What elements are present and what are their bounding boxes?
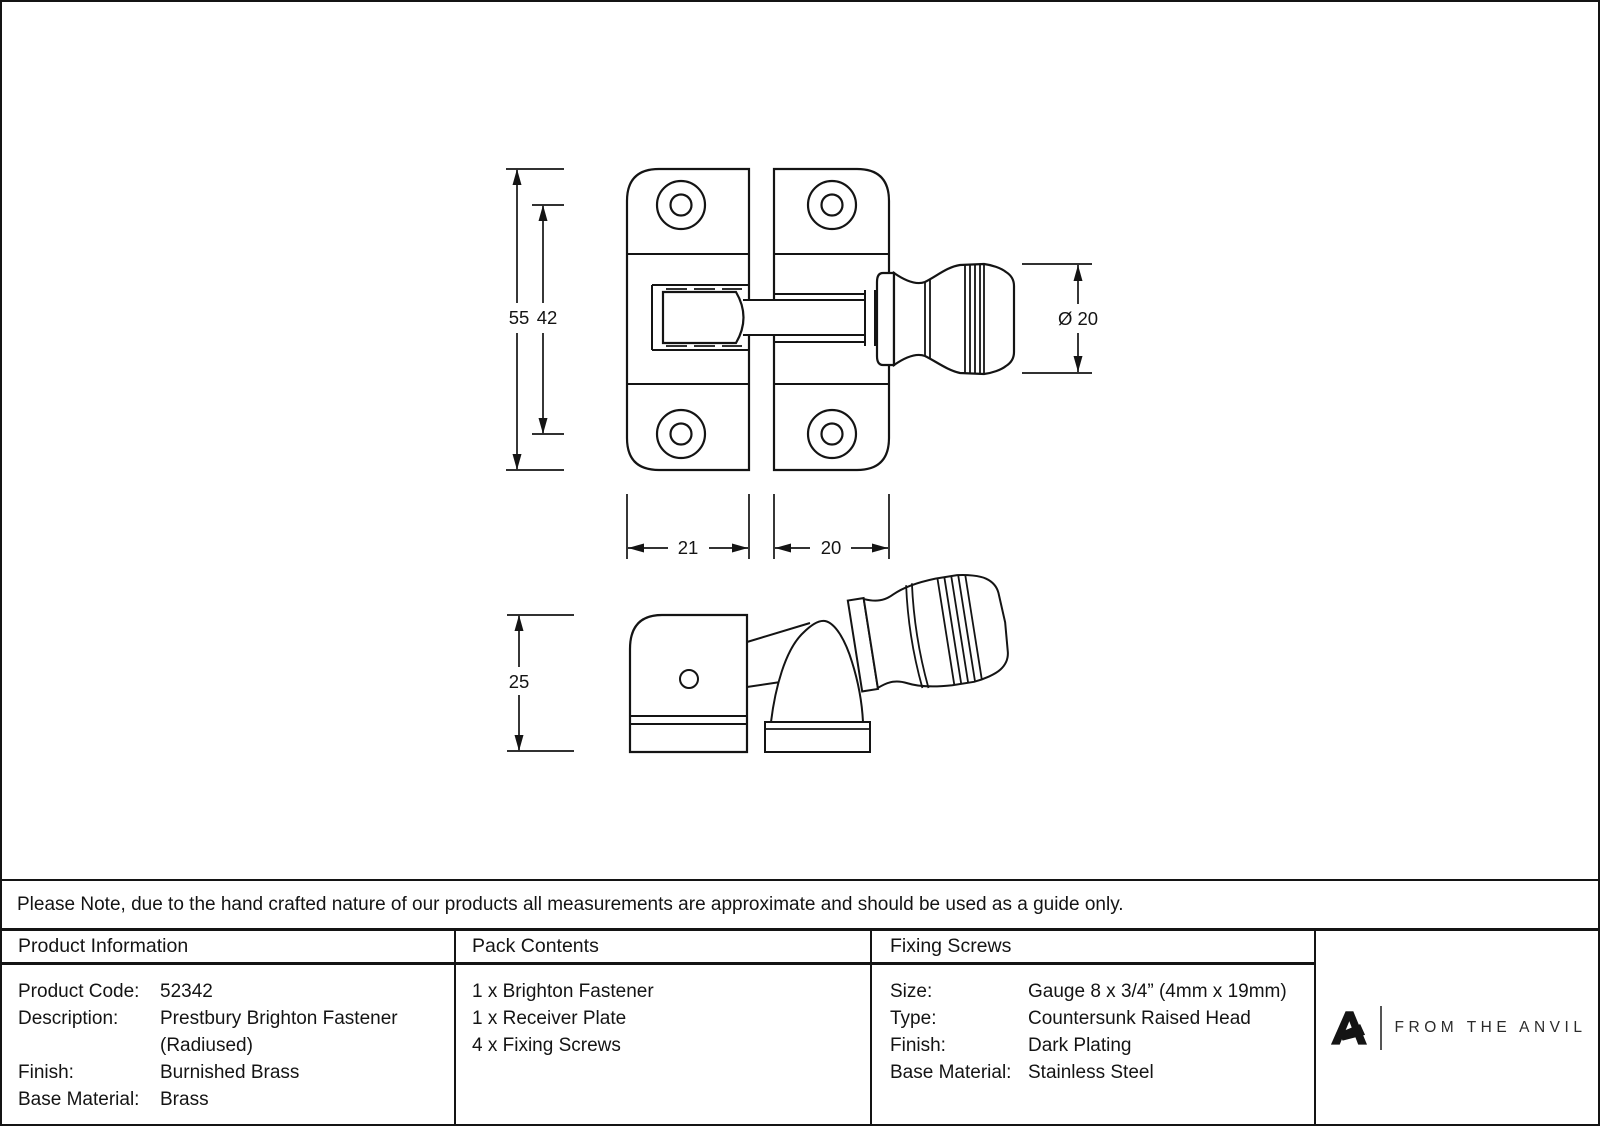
pack-contents-header: Pack Contents — [456, 931, 870, 965]
product-code-value: 52342 — [160, 981, 213, 1002]
measurement-note — [2, 879, 1598, 928]
product-information-body — [2, 965, 454, 1113]
product-information-header: Product Information — [2, 931, 454, 965]
screw-finish-value: Dark Plating — [1028, 1035, 1132, 1056]
technical-drawing — [2, 2, 1598, 879]
dim-knob-diameter-label: Ø 20 — [1057, 308, 1099, 329]
pack-item: 4 x Fixing Screws — [472, 1035, 621, 1056]
finish-value: Burnished Brass — [160, 1062, 300, 1083]
anvil-logo-icon — [1328, 1011, 1367, 1045]
description-label: Description: — [18, 1008, 119, 1029]
screw-base-material-label: Base Material: — [890, 1062, 1012, 1083]
dim-fastener-width-label: 21 — [677, 537, 699, 558]
screw-type-value: Countersunk Raised Head — [1028, 1008, 1251, 1029]
description-value: Prestbury Brighton Fastener (Radiused) — [160, 1008, 398, 1056]
bolt-slider — [663, 292, 744, 343]
product-code-label: Product Code: — [18, 981, 140, 1002]
base-material-value: Brass — [160, 1089, 209, 1110]
screw-size-value: Gauge 8 x 3/4” (4mm x 19mm) — [1028, 981, 1287, 1002]
cam-hump — [771, 621, 863, 722]
pack-contents-column — [456, 931, 872, 1124]
screw-type-label: Type: — [890, 1008, 937, 1029]
pack-item: 1 x Brighton Fastener — [472, 981, 654, 1002]
side-dimensions — [502, 615, 574, 751]
dim-keep-width-label: 20 — [820, 537, 842, 558]
measurement-note-text: Please Note, due to the hand crafted nature of our products all measurements are approximate and should be used as a guide only. — [17, 893, 1124, 915]
plan-view — [627, 169, 1014, 470]
pack-item: 1 x Receiver Plate — [472, 1008, 627, 1029]
dim-depth-label: 25 — [508, 671, 530, 692]
side-view — [630, 569, 1014, 752]
knob-plan — [894, 264, 1014, 374]
screw-size-label: Size: — [890, 981, 933, 1002]
brand-column — [1316, 931, 1598, 1124]
logo-divider — [1380, 1006, 1382, 1050]
fixing-screws-body — [872, 965, 1314, 1086]
finish-label: Finish: — [18, 1062, 74, 1083]
dim-overall-height-label: 55 — [508, 307, 530, 328]
spec-table — [2, 928, 1598, 1124]
screw-finish-label: Finish: — [890, 1035, 946, 1056]
brand-name: FROM THE ANVIL — [1394, 1018, 1587, 1036]
knob-collar — [877, 273, 894, 365]
brand-logo — [1328, 1006, 1587, 1050]
receiver-plate-side — [630, 615, 747, 752]
dim-hole-spacing-label: 42 — [536, 307, 558, 328]
fixing-screws-header: Fixing Screws — [872, 931, 1314, 965]
fixing-screws-column — [872, 931, 1316, 1124]
screw-base-material-value: Stainless Steel — [1028, 1062, 1154, 1083]
base-material-label: Base Material: — [18, 1089, 140, 1110]
pack-contents-body — [456, 965, 870, 1059]
product-information-column — [2, 931, 456, 1124]
knob-side — [847, 569, 1014, 699]
